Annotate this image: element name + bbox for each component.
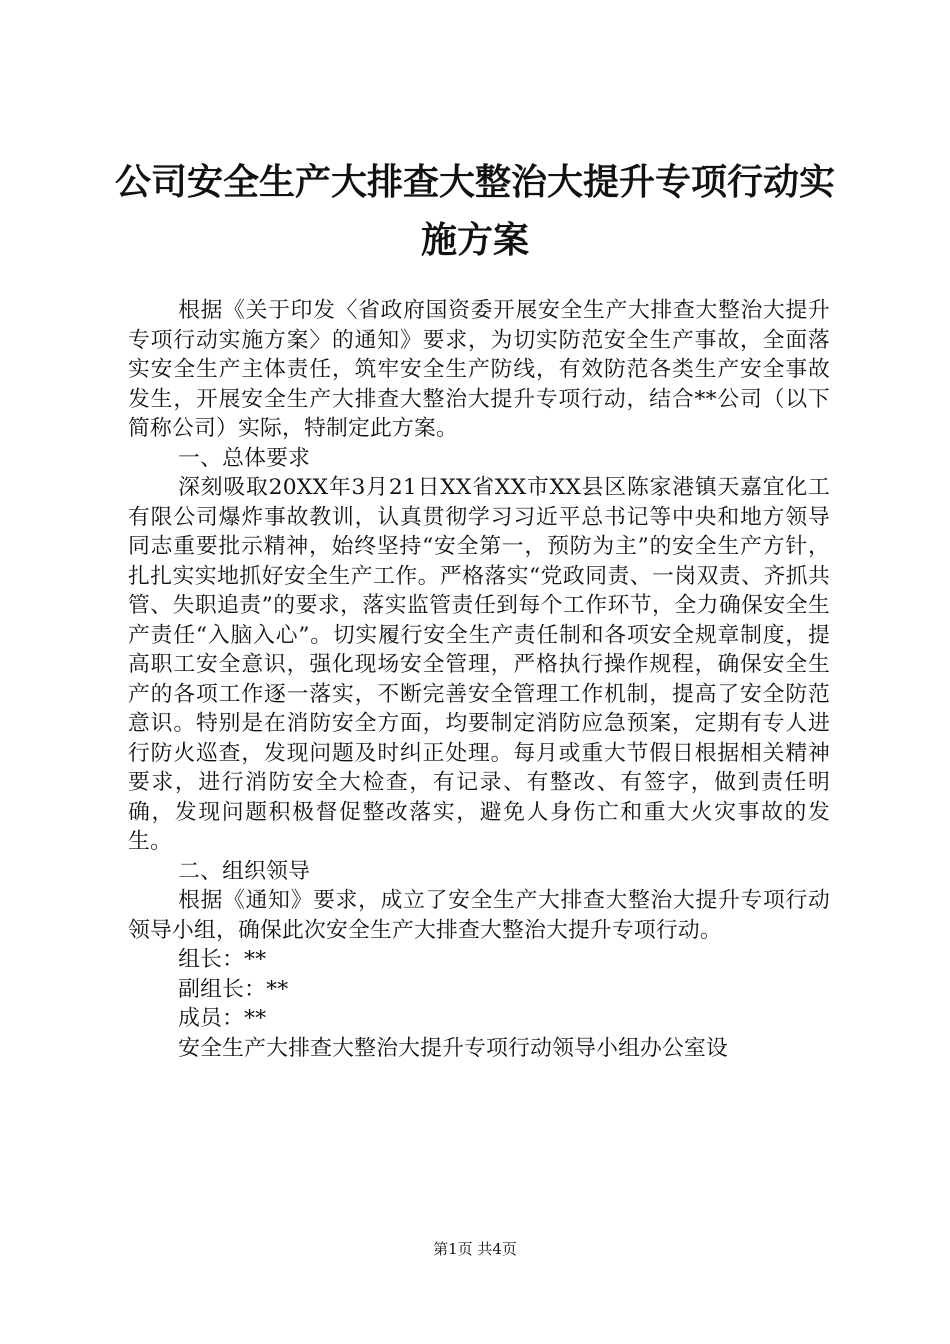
deputy-leader-line: 副组长：** xyxy=(178,976,289,1002)
office-paragraph: 安全生产大排查大整治大提升专项行动领导小组办公室设 xyxy=(178,1035,729,1061)
document-title-line-1: 公司安全生产大排查大整治大提升专项行动实 xyxy=(114,161,835,203)
intro-paragraph: 根据《关于印发〈省政府国资委开展安全生产大排查大整治大提升专项行动实施方案〉的通知》要求，为切实防范安全生产事故，全面落实安全生产主体责任，筑牢安全生产防线，有效防范各类生产安全事故发生，开展安全生产大排查大整治大提升专项行动，结合**公司（以下简称公司）实际，特制定此方案。 xyxy=(128,298,830,441)
team-leader-line: 组长：** xyxy=(178,947,267,972)
members-line: 成员：** xyxy=(178,1006,267,1031)
document-title-line-2: 施方案 xyxy=(420,219,529,261)
section-heading-organization: 二、组织领导 xyxy=(178,858,311,884)
organization-paragraph: 根据《通知》要求，成立了安全生产大排查大整治大提升专项行动领导小组，确保此次安全生产大排查大整治大提升专项行动。 xyxy=(128,888,830,943)
document-body xyxy=(128,296,830,1063)
section-heading-general-requirements: 一、总体要求 xyxy=(178,445,311,471)
general-requirements-paragraph: 深刻吸取20XX年3月21日XX省XX市XX县区陈家港镇天嘉宜化工有限公司爆炸事故教训，认真贯彻学习习近平总书记等中央和地方领导同志重要批示精神，始终坚持“安全第一，预防为主”的安全生产方针，扎扎实实地抓好安全生产工作。严格落实“党政同责、一岗双责、齐抓共管、失职追责”的要求，落实监管责任到每个工作环节，全力确保安全生产责任“入脑入心”。切实履行安全生产责任制和各项安全规章制度，提高职工安全意识，强化现场安全管理，严格执行操作规程，确保安全生产的各项工作逐一落实，不断完善安全管理工作机制，提高了安全防范意识。特别是在消防安全方面，均要制定消防应急预案，定期有专人进行防火巡查，发现问题及时纠正处理。每月或重大节假日根据相关精神要求，进行消防安全大检查，有记录、有整改、有签字，做到责任明确，发现问题积极督促整改落实，避免人身伤亡和重大火灾事故的发生。 xyxy=(128,475,830,854)
page-footer: 第1页 共4页 xyxy=(433,1240,517,1258)
